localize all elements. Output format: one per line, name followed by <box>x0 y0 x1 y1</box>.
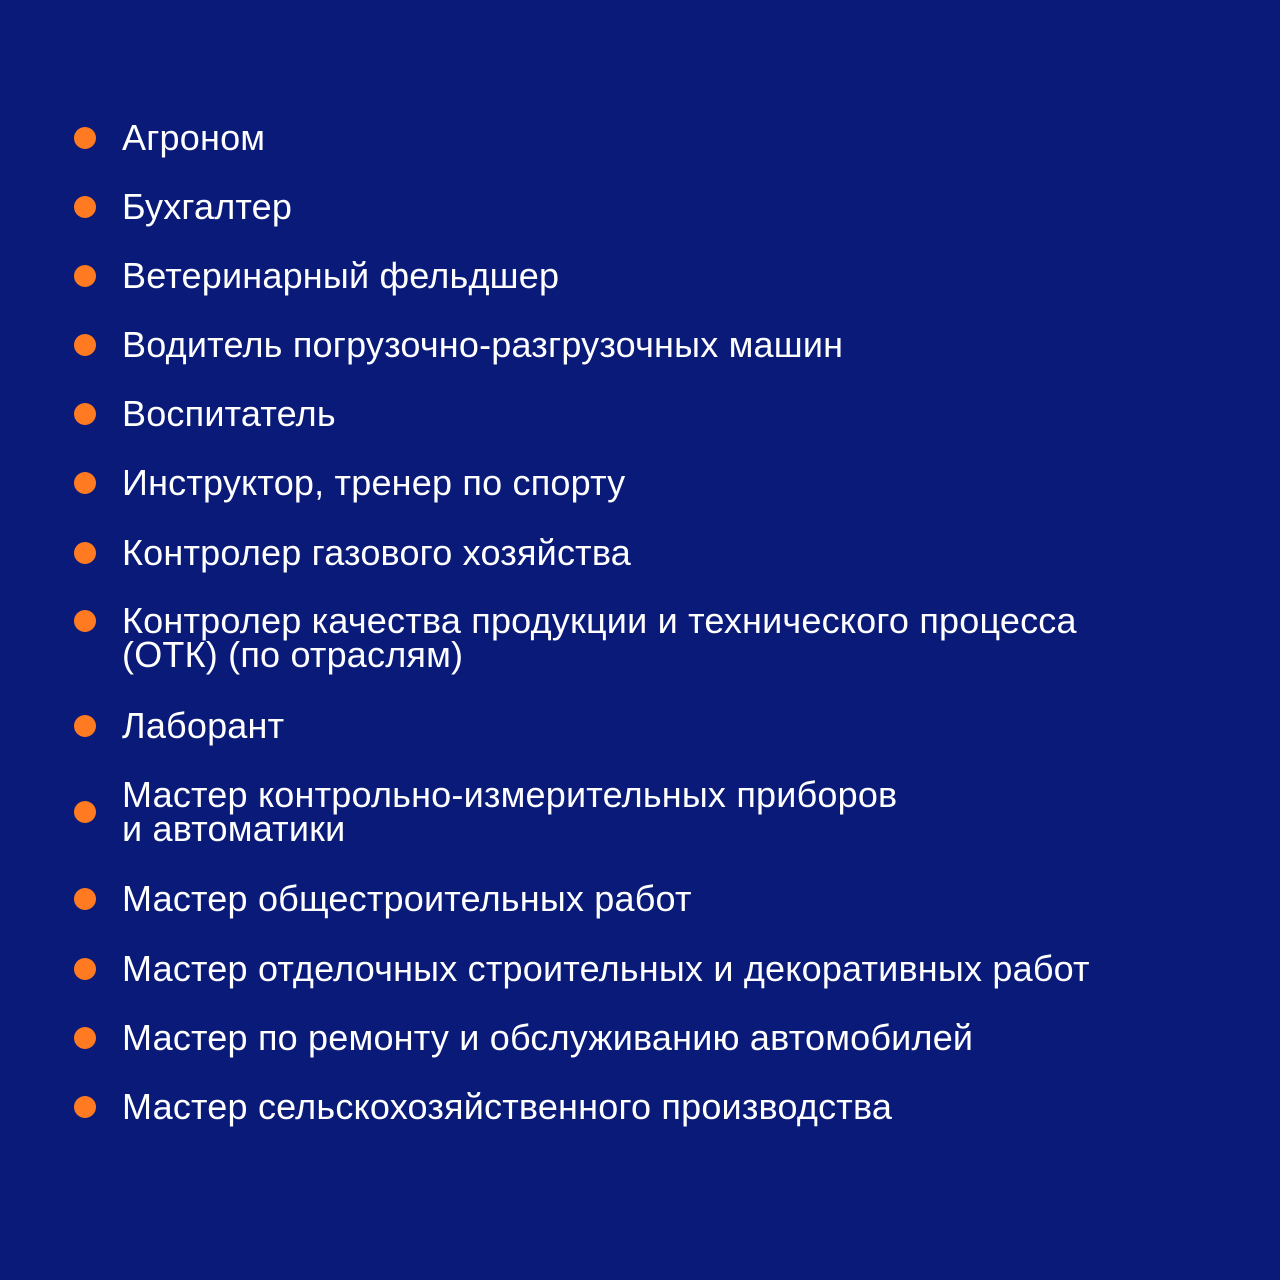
list-item-line: Мастер сельскохозяйственного производства <box>122 1086 893 1127</box>
list-item <box>74 186 1264 227</box>
list-item-line: Мастер контрольно-измерительных приборов <box>122 774 898 815</box>
list-item <box>74 878 1264 919</box>
list-item-line: Мастер общестроительных работ <box>122 878 692 919</box>
bullet-dot-icon <box>74 403 96 425</box>
list-item <box>74 532 1264 573</box>
list-item <box>74 117 1264 158</box>
list-item <box>74 324 1264 365</box>
list-item-line: Ветеринарный фельдшер <box>122 255 560 296</box>
list-item-label <box>122 1086 893 1127</box>
list-item-label <box>122 532 632 573</box>
bullet-dot-icon <box>74 334 96 356</box>
list-item-label <box>122 774 898 849</box>
list-item-label <box>122 1017 974 1058</box>
list-item-line: Бухгалтер <box>122 186 293 227</box>
bullet-dot-icon <box>74 1096 96 1118</box>
list-item-line: Контролер качества продукции и технического процесса <box>122 600 1077 641</box>
list-item <box>74 462 1264 503</box>
list-item-line: Мастер отделочных строительных и декоративных работ <box>122 948 1090 989</box>
list-item-label <box>122 705 285 746</box>
list-item-line: Агроном <box>122 117 266 158</box>
list-item-line: Контролер газового хозяйства <box>122 532 632 573</box>
list-item-line: Мастер по ремонту и обслуживанию автомобилей <box>122 1017 974 1058</box>
list-item <box>74 255 1264 296</box>
list-item <box>74 1017 1264 1058</box>
list-item <box>74 600 1264 675</box>
list-item-label <box>122 186 293 227</box>
list-item-label <box>122 878 692 919</box>
bullet-dot-icon <box>74 127 96 149</box>
bullet-dot-icon <box>74 1027 96 1049</box>
list-item <box>74 948 1264 989</box>
list-item-label <box>122 324 844 365</box>
list-item-line: Лаборант <box>122 705 285 746</box>
list-item-line: Инструктор, тренер по спорту <box>122 462 626 503</box>
list-item-line: Водитель погрузочно-разгрузочных машин <box>122 324 844 365</box>
bullet-dot-icon <box>74 196 96 218</box>
list-item-line: и автоматики <box>122 808 346 849</box>
bullet-dot-icon <box>74 888 96 910</box>
list-item-line: Воспитатель <box>122 393 336 434</box>
list-item <box>74 393 1264 434</box>
bullet-dot-icon <box>74 610 96 632</box>
list-item-label <box>122 462 626 503</box>
list-item <box>74 1086 1264 1127</box>
list-item-label <box>122 600 1077 675</box>
list-item-label <box>122 117 266 158</box>
bullet-dot-icon <box>74 472 96 494</box>
list-item-line: (ОТК) (по отраслям) <box>122 634 464 675</box>
bullet-dot-icon <box>74 801 96 823</box>
list-item <box>74 774 1264 849</box>
bullet-dot-icon <box>74 542 96 564</box>
list-item <box>74 705 1264 746</box>
bullet-dot-icon <box>74 958 96 980</box>
list-item-label <box>122 948 1090 989</box>
bullet-dot-icon <box>74 715 96 737</box>
list-item-label <box>122 255 560 296</box>
list-item-label <box>122 393 336 434</box>
bullet-dot-icon <box>74 265 96 287</box>
